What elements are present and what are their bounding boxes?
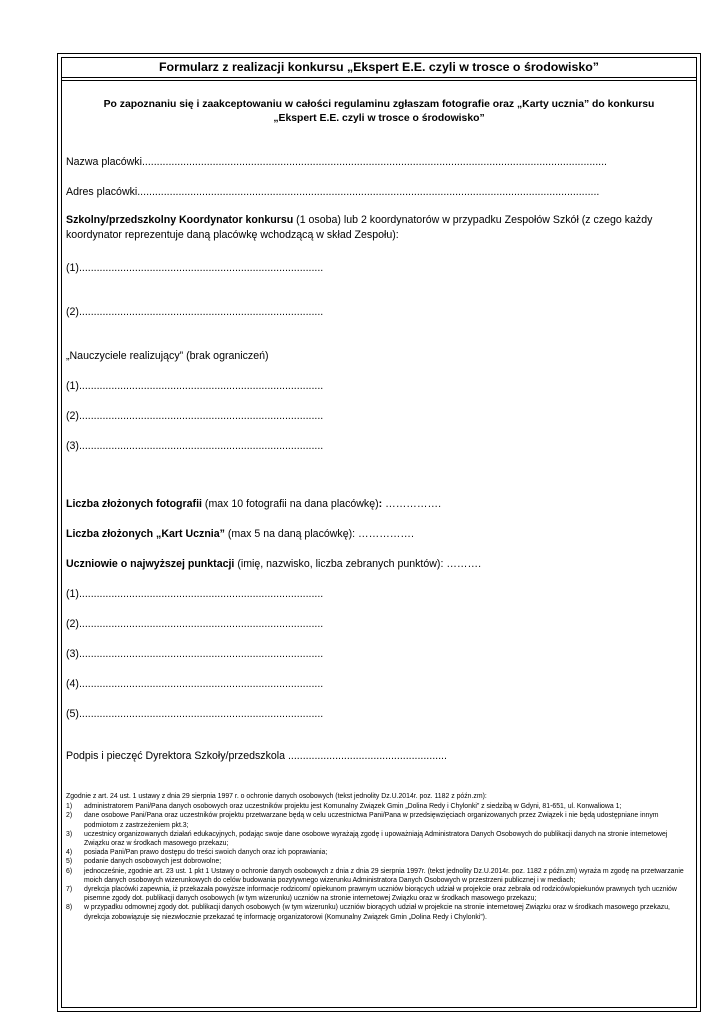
intro-line-2: „Ekspert E.E. czyli w trosce o środowisko” (273, 113, 485, 124)
uczen-5-field[interactable]: (5)................................................................................... (66, 708, 324, 720)
uczniowie-label (66, 557, 690, 572)
nauczyciel-1-field[interactable]: (1)................................................................................... (66, 380, 324, 392)
uczen-4-field[interactable]: (4)................................................................................... (66, 678, 324, 690)
form-inner-frame (61, 57, 697, 1008)
foto-fill: ……………. (382, 498, 442, 510)
nauczyciele-label: „Nauczyciele realizujący” (brak ograniczeń) (66, 350, 269, 362)
adres-placowki-field[interactable]: Adres placówki............................................................................................................................................................. (66, 186, 600, 198)
rodo-item-number: 3) (66, 830, 73, 838)
rodo-item-text: posiada Pani/Pan prawo dostępu do treści swoich danych oraz ich poprawiania; (84, 849, 328, 857)
koordynator-bold: Szkolny/przedszkolny Koordynator konkursu (66, 214, 294, 226)
koordynator-rest: (1 osoba) lub 2 koordynatorów w przypadku Zespołów Szkół (z czego każdy koordynator reprezentuje daną placówkę wchodzącą w skład Zespołu): (66, 214, 653, 241)
karty-rest: (max 5 na daną placówkę): ……………. (224, 528, 414, 540)
rodo-item-text: administratorem Pani/Pana danych osobowych oraz uczestników projektu jest Komunalny Związek Gmin „Dolina Redy i Chylonki” z siedzibą w Gdyni, 81-651, ul. Konwaliowa 1; (84, 803, 622, 811)
intro-text (62, 98, 696, 126)
rodo-item-text: dyrekcja placówki zapewnia, iż przekazała powyższe informacje rodzicom/ opiekunom prawnym uczniów biorących udział w projekcie oraz zebrała od rodziców/opiekunów prawnych tych uczniów pisemne zgody dot. publikacji danych osobowych (w tym wizerunku) uczniów na stronie internetowej Związku oraz w środkach masowego przekazu; (84, 886, 677, 903)
rodo-item-number: 5) (66, 858, 73, 866)
koordynator-1-field[interactable]: (1)................................................................................... (66, 262, 324, 274)
rodo-item-number: 2) (66, 812, 73, 820)
nazwa-placowki-field[interactable]: Nazwa placówki.............................................................................................................................................................. (66, 156, 607, 168)
rodo-item-number: 1) (66, 803, 73, 811)
rodo-item-number: 6) (66, 867, 73, 875)
podpis-field[interactable]: Podpis i pieczęć Dyrektora Szkoły/przedszkola ...................................................... (66, 750, 447, 762)
rodo-item (66, 830, 690, 848)
rodo-item-text: uczestnicy organizowanych działań edukacyjnych, podając swoje dane osobowe wyrażają zgodę i upoważniają Administratora Danych Osobowych do publikacji danych na stronie internetowej Związku oraz w środkach masowego przekazu; (84, 830, 668, 848)
rodo-item (66, 848, 690, 857)
rodo-item-number: 7) (66, 886, 73, 894)
foto-rest: (max 10 fotografii na dana placówkę) (201, 498, 379, 510)
rodo-item (66, 885, 690, 903)
rodo-item (66, 811, 690, 829)
nauczyciel-3-field[interactable]: (3)................................................................................... (66, 440, 324, 452)
koordynator-2-field[interactable]: (2)................................................................................... (66, 306, 324, 318)
rodo-item-text: podanie danych osobowych jest dobrowolne; (84, 858, 222, 866)
rodo-heading: Zgodnie z art. 24 ust. 1 ustawy z dnia 29 sierpnia 1997 r. o ochronie danych osobowych (tekst jednolity Dz.U.2014r. poz. 1182 z późn.zm): (66, 793, 487, 800)
rodo-clause (66, 792, 690, 922)
foto-colon: : (378, 498, 383, 510)
intro-line-1: Po zapoznaniu się i zaakceptowaniu w całości regulaminu zgłaszam fotografie oraz „Karty ucznia” do konkursu (103, 99, 655, 110)
rodo-item-text: dane osobowe Pani/Pana oraz uczestników projektu przetwarzane będą w celu uczestnictwa Pani/Pana w przedsięwzięciach organizowanych przez Związek i nie będą udostępniane innym podmiotom z zastrzeżeniem pkt.3; (84, 812, 659, 829)
uczen-3-field[interactable]: (3)................................................................................... (66, 648, 324, 660)
rodo-item (66, 903, 690, 921)
rodo-item-number: 4) (66, 849, 73, 857)
karty-bold: Liczba złożonych „Kart Ucznia” (66, 528, 225, 540)
rodo-item (66, 802, 690, 811)
koordynator-label (66, 213, 690, 243)
rodo-item (66, 867, 690, 885)
rodo-item (66, 857, 690, 866)
form-frame (57, 53, 701, 1012)
foto-bold: Liczba złożonych fotografii (66, 498, 202, 510)
divider (62, 80, 696, 81)
nauczyciel-2-field[interactable]: (2)................................................................................... (66, 410, 324, 422)
uczniowie-bold: Uczniowie o najwyższej punktacji (66, 558, 235, 570)
uczen-2-field[interactable]: (2)................................................................................... (66, 618, 324, 630)
liczba-kart-field[interactable] (66, 527, 690, 542)
uczen-1-field[interactable]: (1)................................................................................... (66, 588, 324, 600)
uczniowie-rest: (imię, nazwisko, liczba zebranych punktów): ………. (234, 558, 482, 570)
rodo-item-text: jednocześnie, zgodnie art. 23 ust. 1 pkt 1 Ustawy o ochronie danych osobowych z dnia z dnia 29 sierpnia 1997r. (tekst jednolity Dz.U.2014r. poz. 1182 z późn.zm) wyraża m zgodę na przetwarzanie moich danych osobowych wizerunkowych do celów budowania pozytywnego wizerunku Administratora Danych Osobowych w przestrzeni publicznej i w mediach; (84, 867, 684, 884)
rodo-item-number: 8) (66, 904, 73, 912)
form-title: Formularz z realizacji konkursu „Ekspert E.E. czyli w trosce o środowisko” (62, 58, 696, 78)
liczba-fotografii-field[interactable] (66, 497, 690, 512)
rodo-item-text: w przypadku odmownej zgody dot. publikacji danych osobowych (w tym wizerunku) uczniów biorących udział w projekcie na stronie internetowej Związku oraz w środkach masowego przekazu, dyrekcja zobowiązuje się niezwłocznie przekazać tę informację organizatorowi (Komunalny Związek Gmin „Dolina Redy i Chylonki”). (84, 904, 670, 921)
